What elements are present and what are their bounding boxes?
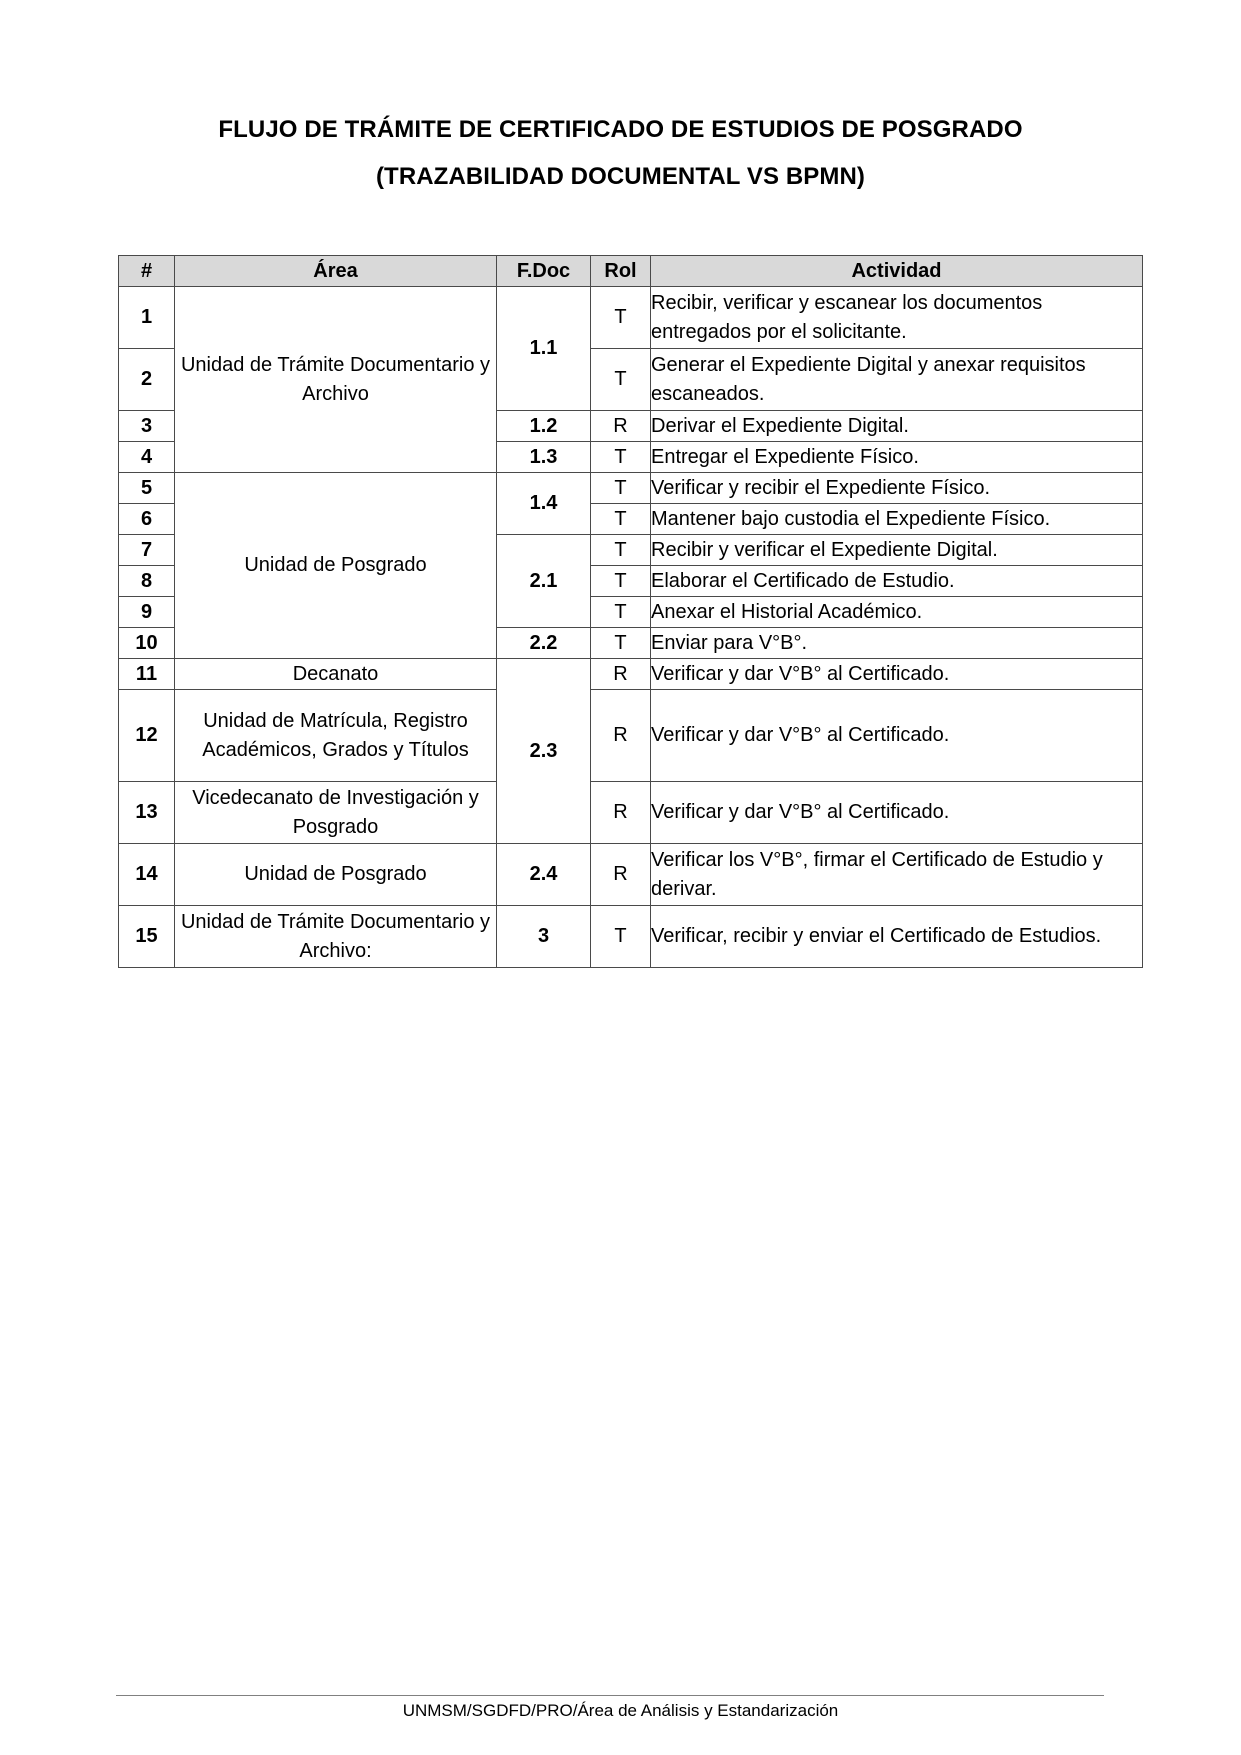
rol-cell: T [591,287,651,349]
document-subtitle: (TRAZABILIDAD DOCUMENTAL VS BPMN) [375,163,866,190]
activity-cell: Enviar para V°B°. [651,628,1143,659]
area-cell: Unidad de Matrícula, Registro Académicos, Grados y Títulos [175,690,497,782]
rol-cell: T [591,349,651,411]
row-number: 10 [119,628,175,659]
activity-cell: Generar el Expediente Digital y anexar requisitos escaneados. [651,349,1143,411]
row-number: 12 [119,690,175,782]
activity-cell: Verificar y recibir el Expediente Físico. [651,473,1143,504]
area-cell: Unidad de Posgrado [175,844,497,906]
activity-cell: Verificar y dar V°B° al Certificado. [651,659,1143,690]
page-footer: UNMSM/SGDFD/PRO/Área de Análisis y Estandarización [402,1701,839,1720]
activity-cell: Recibir y verificar el Expediente Digital. [651,535,1143,566]
table-header-row [119,256,1143,287]
rol-cell: R [591,844,651,906]
activity-cell: Verificar y dar V°B° al Certificado. [651,690,1143,782]
table-row [119,287,1143,349]
activity-cell: Elaborar el Certificado de Estudio. [651,566,1143,597]
row-number: 7 [119,535,175,566]
rol-cell: T [591,906,651,968]
fdoc-cell: 2.3 [497,659,591,844]
rol-cell: T [591,504,651,535]
rol-cell: R [591,690,651,782]
activity-cell: Verificar y dar V°B° al Certificado. [651,782,1143,844]
footer-divider [116,1695,1104,1696]
table-row [119,659,1143,690]
document-title: FLUJO DE TRÁMITE DE CERTIFICADO DE ESTUDIOS DE POSGRADO [218,116,1023,143]
rol-cell: T [591,628,651,659]
rol-cell: T [591,566,651,597]
fdoc-cell: 1.4 [497,473,591,535]
fdoc-cell: 1.1 [497,287,591,411]
row-number: 1 [119,287,175,349]
header-actividad: Actividad [651,256,1143,287]
activity-cell: Entregar el Expediente Físico. [651,442,1143,473]
header-rol: Rol [591,256,651,287]
activity-cell: Recibir, verificar y escanear los documentos entregados por el solicitante. [651,287,1143,349]
table-row [119,844,1143,906]
activity-cell: Derivar el Expediente Digital. [651,411,1143,442]
area-cell: Vicedecanato de Investigación y Posgrado [175,782,497,844]
header-fdoc: F.Doc [497,256,591,287]
activity-cell: Verificar los V°B°, firmar el Certificado de Estudio y derivar. [651,844,1143,906]
row-number: 5 [119,473,175,504]
rol-cell: R [591,782,651,844]
header-area: Área [175,256,497,287]
rol-cell: T [591,442,651,473]
rol-cell: T [591,535,651,566]
activity-cell: Anexar el Historial Académico. [651,597,1143,628]
fdoc-cell: 1.2 [497,411,591,442]
fdoc-cell: 2.4 [497,844,591,906]
row-number: 2 [119,349,175,411]
activity-cell: Verificar, recibir y enviar el Certificado de Estudios. [651,906,1143,968]
fdoc-cell: 1.3 [497,442,591,473]
row-number: 6 [119,504,175,535]
row-number: 11 [119,659,175,690]
area-cell: Decanato [175,659,497,690]
table-row [119,782,1143,844]
rol-cell: R [591,411,651,442]
header-num: # [119,256,175,287]
area-cell: Unidad de Trámite Documentario y Archivo [175,287,497,473]
rol-cell: T [591,597,651,628]
rol-cell: R [591,659,651,690]
row-number: 15 [119,906,175,968]
area-cell: Unidad de Posgrado [175,473,497,659]
area-cell: Unidad de Trámite Documentario y Archivo: [175,906,497,968]
activity-cell: Mantener bajo custodia el Expediente Físico. [651,504,1143,535]
row-number: 13 [119,782,175,844]
table-row [119,690,1143,782]
fdoc-cell: 2.2 [497,628,591,659]
row-number: 4 [119,442,175,473]
row-number: 3 [119,411,175,442]
fdoc-cell: 3 [497,906,591,968]
table-row [119,473,1143,504]
row-number: 14 [119,844,175,906]
row-number: 9 [119,597,175,628]
process-flow-table [118,255,1143,968]
table-row [119,906,1143,968]
rol-cell: T [591,473,651,504]
row-number: 8 [119,566,175,597]
fdoc-cell: 2.1 [497,535,591,628]
